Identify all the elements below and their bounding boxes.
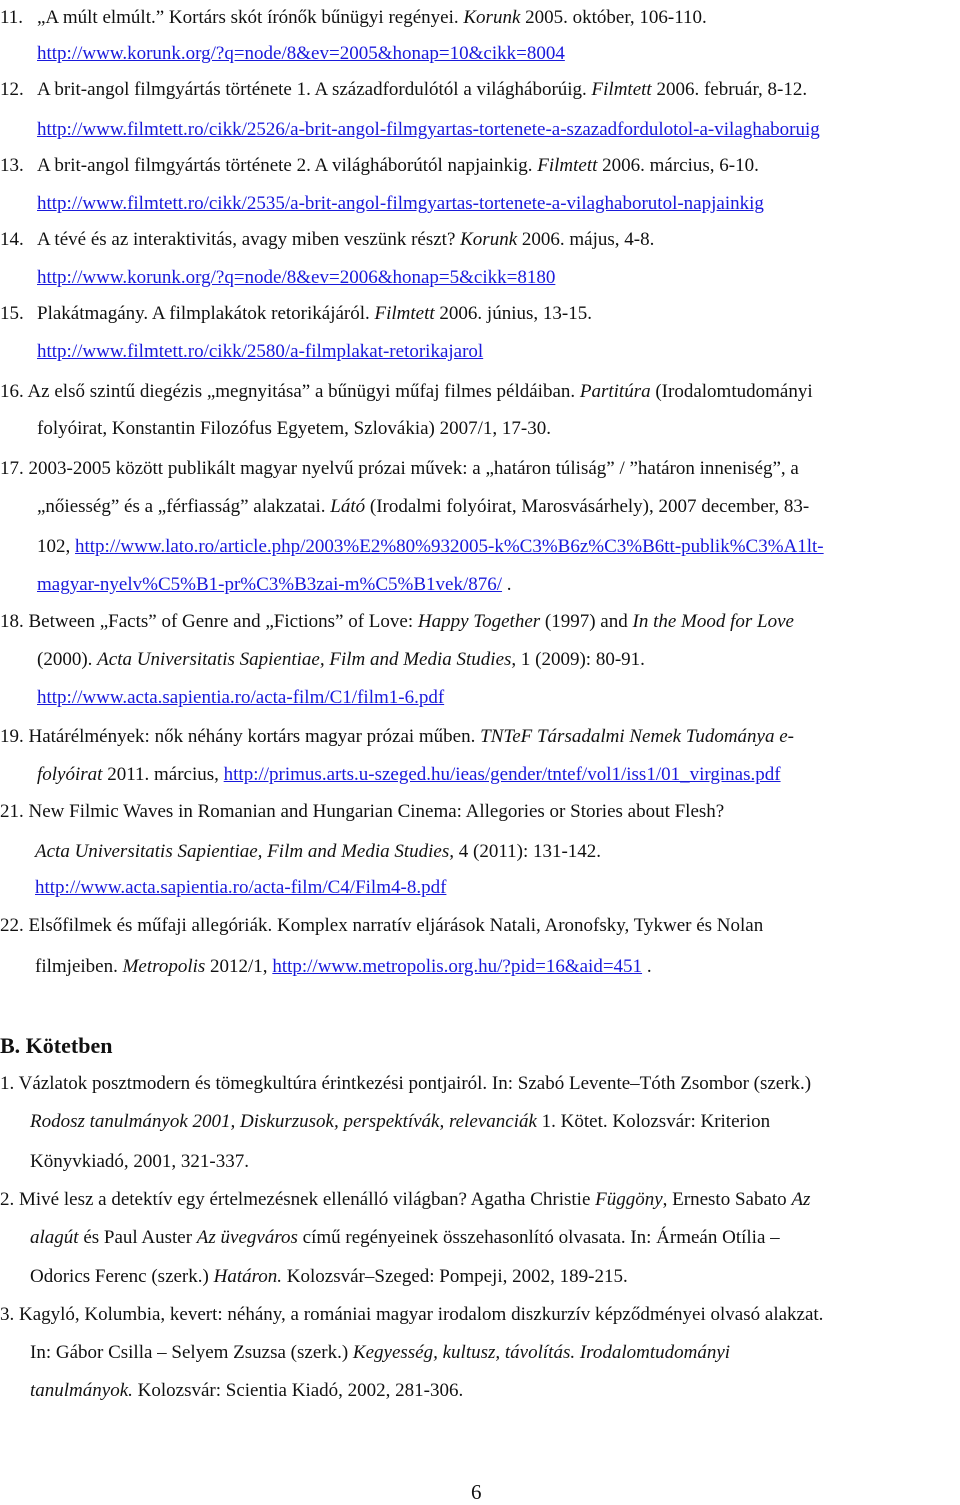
- link[interactable]: http://www.acta.sapientia.ro/acta-film/C4/Film4-8.pdf: [35, 877, 447, 898]
- entry-17-line3[interactable]: [37, 535, 824, 559]
- book-1-line2: [30, 1110, 770, 1134]
- entry-number: 12.: [0, 79, 24, 100]
- text: 17. 2003-2005 között publikált magyar nyelvű prózai művek: a „határon túliság” / ”határon inneniség”, a: [0, 458, 799, 479]
- text: Könyvkiadó, 2001, 321-337.: [30, 1151, 250, 1172]
- text: „A múlt elmúlt.” Kortárs skót írónők bűnügyi regényei.: [37, 7, 464, 28]
- entry-18-line2: [37, 648, 645, 672]
- italic-text: Acta Universitatis Sapientiae, Film and Media Studies,: [35, 841, 454, 862]
- entry-19-line2[interactable]: [37, 763, 781, 787]
- text: 3. Kagyló, Kolumbia, kevert: néhány, a romániai magyar irodalom diszkurzív képződményei olvasó alakzat.: [0, 1304, 824, 1325]
- text: Kolozsvár–Szeged: Pompeji, 2002, 189-215.: [282, 1266, 628, 1287]
- entry-18-url[interactable]: [37, 686, 444, 710]
- entry-11-url[interactable]: [37, 42, 565, 66]
- text: „nőiesség” és a „férfiasság” alakzatai.: [37, 496, 331, 517]
- text: 1. Vázlatok posztmodern és tömegkultúra érintkezési pontjairól. In: Szabó Levente–Tóth Zsombor (szerk.): [0, 1073, 812, 1094]
- url-link[interactable]: http://www.filmtett.ro/cikk/2526/a-brit-angol-filmgyartas-tortenete-a-szazadfordulotol-a-vilaghaboruig: [37, 119, 820, 140]
- entry-17-line2: [37, 495, 809, 519]
- book-2-line2: [30, 1226, 780, 1250]
- book-2-line3: [30, 1265, 628, 1289]
- entry-14: [0, 228, 654, 252]
- text: (Irodalmi folyóirat, Marosvásárhely), 2007 december, 83-: [365, 496, 810, 517]
- italic-text: TNTeF Társadalmi Nemek Tudománya e-: [480, 726, 794, 747]
- entry-14-url[interactable]: [37, 266, 555, 290]
- text: , Ernesto Sabato: [662, 1189, 792, 1210]
- entry-17-line1: [0, 457, 799, 481]
- italic-text: Az: [791, 1189, 811, 1210]
- url-link[interactable]: http://www.filmtett.ro/cikk/2580/a-filmplakat-retorikajarol: [37, 341, 484, 362]
- text: A brit-angol filmgyártás története 2. A világháborútól napjainkig.: [37, 155, 538, 176]
- text: 2. Mivé lesz a detektív egy értelmezésnek ellenálló világban? Agatha Christie: [0, 1189, 596, 1210]
- text: (Irodalomtudományi: [650, 381, 813, 402]
- entry-19-line1: [0, 725, 794, 749]
- italic-text: Az üvegváros: [196, 1227, 298, 1248]
- italic-text: Metropolis: [122, 956, 206, 977]
- text: 2011. március,: [102, 764, 224, 785]
- url-link[interactable]: http://www.filmtett.ro/cikk/2535/a-brit-angol-filmgyartas-tortenete-a-vilaghaborutol-napjainkig: [37, 193, 764, 214]
- page-number: 6: [471, 1480, 482, 1504]
- italic-text: Happy Together: [417, 611, 541, 632]
- entry-11: [0, 6, 707, 30]
- italic-text: tanulmányok.: [30, 1380, 133, 1401]
- italic-text: Acta Universitatis Sapientiae, Film and Media Studies: [97, 649, 512, 670]
- entry-12-url[interactable]: [37, 118, 820, 142]
- url-link[interactable]: http://www.korunk.org/?q=node/8&ev=2006&honap=5&cikk=8180: [37, 267, 556, 288]
- entry-16-line1: [0, 380, 813, 404]
- book-2-line1: [0, 1188, 810, 1212]
- italic-text: Függöny: [595, 1189, 663, 1210]
- entry-13: [0, 154, 759, 178]
- link[interactable]: http://www.acta.sapientia.ro/acta-film/C1/film1-6.pdf: [37, 687, 445, 708]
- italic-text: Látó: [330, 496, 366, 517]
- entry-21-url[interactable]: [35, 876, 446, 900]
- url-link[interactable]: http://www.korunk.org/?q=node/8&ev=2005&honap=10&cikk=8004: [37, 43, 565, 64]
- italic-text: Filmtett: [537, 155, 598, 176]
- text: Odorics Ferenc (szerk.): [30, 1266, 214, 1287]
- italic-text: Filmtett: [591, 79, 652, 100]
- text: (1997) and: [540, 611, 633, 632]
- text: In: Gábor Csilla – Selyem Zsuzsa (szerk.): [30, 1342, 353, 1363]
- text: 18. Between „Facts” of Genre and „Fictions” of Love:: [0, 611, 418, 632]
- book-3-line2: [30, 1341, 730, 1365]
- entry-number: 11.: [0, 7, 24, 28]
- entry-21-line1: [0, 800, 724, 824]
- text: 16. Az első szintű diegézis „megnyitása” a bűnügyi műfaj filmes példáiban.: [0, 381, 580, 402]
- text: (2000).: [37, 649, 98, 670]
- italic-text: Határon.: [213, 1266, 283, 1287]
- italic-text: Korunk: [463, 7, 521, 28]
- entry-17-line4[interactable]: [37, 573, 512, 597]
- text: 2006. június, 13-15.: [434, 303, 592, 324]
- italic-text: In the Mood for Love: [632, 611, 794, 632]
- entry-18-line1: [0, 610, 794, 634]
- text: Kolozsvár: Scientia Kiadó, 2002, 281-306.: [132, 1380, 464, 1401]
- entry-number: 15.: [0, 303, 24, 324]
- text: 2006. február, 8-12.: [651, 79, 808, 100]
- text: 22. Elsőfilmek és műfaji allegóriák. Komplex narratív eljárások Natali, Aronofsky, Tykwer és Nolan: [0, 915, 764, 936]
- entry-12: [0, 78, 807, 102]
- link[interactable]: magyar-nyelv%C5%B1-pr%C3%B3zai-m%C5%B1vek/876/: [37, 574, 503, 595]
- link[interactable]: http://primus.arts.u-szeged.hu/ieas/gender/tntef/vol1/iss1/01_virginas.pdf: [223, 764, 781, 785]
- text: és Paul Auster: [78, 1227, 197, 1248]
- book-3-line1: [0, 1303, 823, 1327]
- text: Plakátmagány. A filmplakátok retorikájáról.: [37, 303, 375, 324]
- text: 102,: [37, 536, 75, 557]
- italic-text: Rodosz tanulmányok 2001, Diskurzusok, perspektívák, relevanciák: [30, 1111, 537, 1132]
- text: A tévé és az interaktivitás, avagy miben veszünk részt?: [37, 229, 461, 250]
- text: 21. New Filmic Waves in Romanian and Hungarian Cinema: Allegories or Stories about Flesh?: [0, 801, 725, 822]
- entry-number: 13.: [0, 155, 24, 176]
- text: 2012/1,: [205, 956, 273, 977]
- text: 2006. május, 4-8.: [517, 229, 655, 250]
- entry-22-line2[interactable]: [35, 955, 652, 979]
- book-1-line3: [30, 1150, 249, 1174]
- entry-15-url[interactable]: [37, 340, 483, 364]
- text: 2006. március, 6-10.: [597, 155, 759, 176]
- italic-text: alagút: [30, 1227, 79, 1248]
- text: 19. Határélmények: nők néhány kortárs magyar prózai műben.: [0, 726, 481, 747]
- text: 4 (2011): 131-142.: [454, 841, 602, 862]
- text: .: [502, 574, 512, 595]
- entry-16-line2: [37, 417, 551, 441]
- entry-21-line2: [35, 840, 601, 864]
- text: , 1 (2009): 80-91.: [511, 649, 645, 670]
- text: 2005. október, 106-110.: [520, 7, 707, 28]
- italic-text: Korunk: [460, 229, 518, 250]
- book-3-line3: [30, 1379, 463, 1403]
- text: .: [642, 956, 652, 977]
- italic-text: Partitúra: [579, 381, 651, 402]
- text: című regényeinek összehasonlító olvasata. In: Ármeán Otília –: [297, 1227, 780, 1248]
- book-1-line1: [0, 1072, 811, 1096]
- link[interactable]: http://www.metropolis.org.hu/?pid=16&aid=451: [272, 956, 643, 977]
- link[interactable]: http://www.lato.ro/article.php/2003%E2%80%932005-k%C3%B6z%C3%B6tt-publik%C3%A1lt-: [75, 536, 824, 557]
- section-heading: B. Kötetben: [0, 1033, 113, 1058]
- entry-13-url[interactable]: [37, 192, 764, 216]
- italic-text: Filmtett: [374, 303, 435, 324]
- italic-text: folyóirat: [37, 764, 103, 785]
- text: A brit-angol filmgyártás története 1. A századfordulótól a világháborúig.: [37, 79, 592, 100]
- text: filmjeiben.: [35, 956, 123, 977]
- italic-text: Kegyesség, kultusz, távolítás. Irodalomtudományi: [352, 1342, 731, 1363]
- entry-15: [0, 302, 592, 326]
- text: folyóirat, Konstantin Filozófus Egyetem, Szlovákia) 2007/1, 17-30.: [37, 418, 551, 439]
- entry-22-line1: [0, 914, 763, 938]
- text: 1. Kötet. Kolozsvár: Kriterion: [536, 1111, 771, 1132]
- entry-number: 14.: [0, 229, 24, 250]
